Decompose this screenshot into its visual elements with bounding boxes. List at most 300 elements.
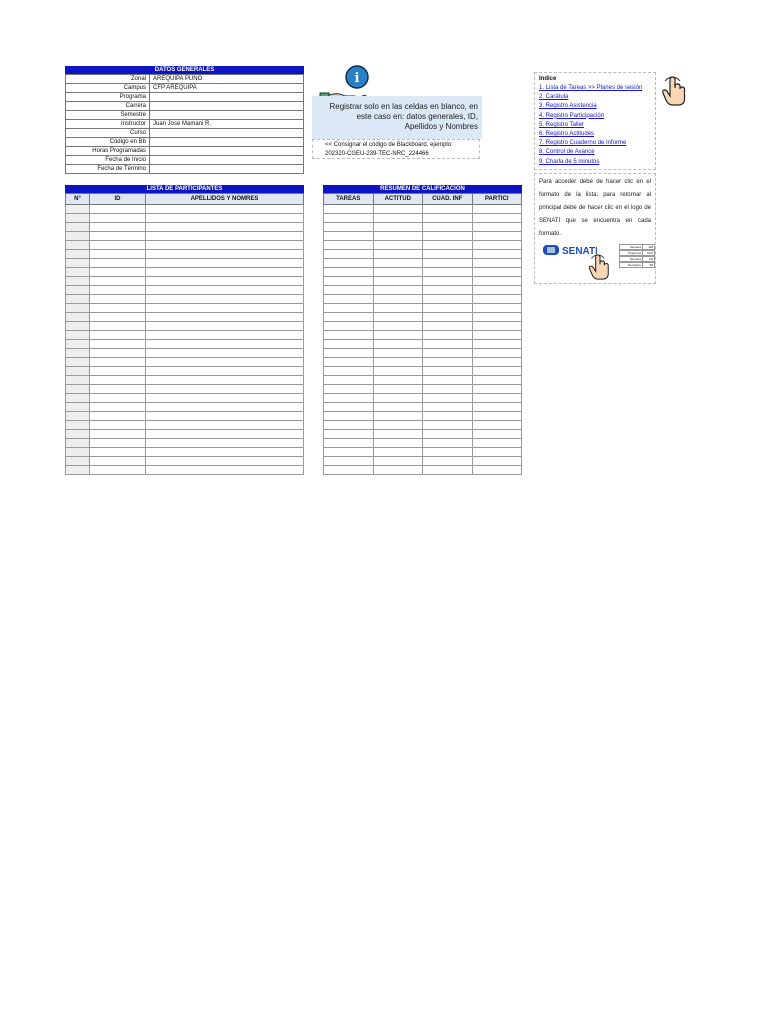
thumbnail-value: 96 — [649, 263, 653, 267]
col-header-n: N° — [66, 194, 90, 205]
participant-name-cell[interactable] — [146, 385, 304, 394]
grade-tareas-cell — [324, 250, 374, 259]
grade-cuad-inf-cell — [423, 412, 473, 421]
note-line-2: 202320-CGEU-239-TEC-NRC_224466 — [325, 151, 429, 157]
participant-row — [66, 295, 304, 304]
participant-id-cell[interactable] — [90, 466, 146, 475]
participant-name-cell[interactable] — [146, 421, 304, 430]
grade-actitud-cell — [373, 286, 423, 295]
participant-name-cell[interactable] — [146, 466, 304, 475]
grade-actitud-cell — [373, 241, 423, 250]
datos-value-cell[interactable] — [150, 138, 304, 147]
participant-id-cell[interactable] — [90, 331, 146, 340]
participant-name-cell[interactable] — [146, 313, 304, 322]
participant-n-cell — [66, 322, 90, 331]
datos-label: Horas Programadas — [66, 147, 150, 156]
grade-cuad-inf-cell — [423, 223, 473, 232]
grade-tareas-cell — [324, 304, 374, 313]
grade-partici-cell — [472, 259, 522, 268]
grade-partici-cell — [472, 250, 522, 259]
participant-id-cell[interactable] — [90, 403, 146, 412]
grade-cuad-inf-cell — [423, 430, 473, 439]
participant-name-cell[interactable] — [146, 205, 304, 214]
participant-n-cell — [66, 259, 90, 268]
participant-n-cell — [66, 268, 90, 277]
datos-row — [66, 93, 304, 102]
thumbnail-row — [619, 262, 655, 268]
participant-name-cell[interactable] — [146, 259, 304, 268]
grade-tareas-cell — [324, 403, 374, 412]
participant-row — [66, 439, 304, 448]
grade-row — [324, 448, 522, 457]
participant-name-cell[interactable] — [146, 412, 304, 421]
participant-name-cell[interactable] — [146, 340, 304, 349]
grade-row — [324, 232, 522, 241]
participant-id-cell[interactable] — [90, 223, 146, 232]
grade-actitud-cell — [373, 439, 423, 448]
grade-partici-cell — [472, 421, 522, 430]
grade-tareas-cell — [324, 376, 374, 385]
participant-row — [66, 421, 304, 430]
info-panel — [312, 64, 482, 158]
datos-value-cell[interactable] — [150, 147, 304, 156]
participant-n-cell — [66, 421, 90, 430]
thumbnail-table — [619, 244, 655, 268]
participant-row — [66, 349, 304, 358]
grade-tareas-cell — [324, 367, 374, 376]
grade-partici-cell — [472, 466, 522, 475]
participant-row — [66, 277, 304, 286]
participant-name-cell[interactable] — [146, 403, 304, 412]
grade-actitud-cell — [373, 205, 423, 214]
grade-row — [324, 250, 522, 259]
participant-id-cell[interactable] — [90, 205, 146, 214]
grade-cuad-inf-cell — [423, 340, 473, 349]
grade-cuad-inf-cell — [423, 358, 473, 367]
grade-row — [324, 340, 522, 349]
index-link[interactable]: 3. Registro Asistencia — [539, 103, 597, 110]
col-header-tareas: TAREAS — [324, 194, 374, 205]
grade-actitud-cell — [373, 349, 423, 358]
grade-actitud-cell — [373, 304, 423, 313]
grade-partici-cell — [472, 286, 522, 295]
participant-id-cell[interactable] — [90, 358, 146, 367]
participant-name-cell[interactable] — [146, 295, 304, 304]
grade-cuad-inf-cell — [423, 457, 473, 466]
grade-actitud-cell — [373, 412, 423, 421]
grade-cuad-inf-cell — [423, 304, 473, 313]
participant-name-cell[interactable] — [146, 277, 304, 286]
participant-n-cell — [66, 385, 90, 394]
index-title: Indice — [539, 76, 557, 82]
participant-row — [66, 394, 304, 403]
index-link[interactable]: 7. Registro Cuaderno de Informe — [539, 140, 627, 147]
grade-tareas-cell — [324, 340, 374, 349]
info-icon-letter: i — [354, 71, 360, 86]
grade-tareas-cell — [324, 286, 374, 295]
note-line-1: << Consignar el código de Blackboard, ejemplo: — [325, 142, 453, 148]
datos-value-cell[interactable]: AREQUIPA PUNO — [150, 75, 304, 84]
participant-id-cell[interactable] — [90, 421, 146, 430]
grade-tareas-cell — [324, 448, 374, 457]
grade-cuad-inf-cell — [423, 268, 473, 277]
datos-label: Carrera — [66, 102, 150, 111]
participant-name-cell[interactable] — [146, 322, 304, 331]
grade-actitud-cell — [373, 421, 423, 430]
participant-n-cell — [66, 277, 90, 286]
grade-cuad-inf-cell — [423, 331, 473, 340]
participant-name-cell[interactable] — [146, 268, 304, 277]
participant-id-cell[interactable] — [90, 394, 146, 403]
grade-row — [324, 358, 522, 367]
participant-id-cell[interactable] — [90, 304, 146, 313]
participant-id-cell[interactable] — [90, 322, 146, 331]
grade-tareas-cell — [324, 232, 374, 241]
participant-id-cell[interactable] — [90, 430, 146, 439]
grade-row — [324, 205, 522, 214]
grade-cuad-inf-cell — [423, 421, 473, 430]
participant-id-cell[interactable] — [90, 277, 146, 286]
participant-n-cell — [66, 358, 90, 367]
thumbnail-value: 118 — [648, 245, 653, 249]
grade-tareas-cell — [324, 457, 374, 466]
participant-row — [66, 340, 304, 349]
grade-tareas-cell — [324, 214, 374, 223]
participant-name-cell[interactable] — [146, 448, 304, 457]
datos-row — [66, 120, 304, 129]
grade-partici-cell — [472, 331, 522, 340]
datos-value-cell[interactable] — [150, 156, 304, 165]
grade-actitud-cell — [373, 448, 423, 457]
datos-row — [66, 84, 304, 93]
thumbnail-label: Programa — [620, 251, 643, 255]
datos-value-cell[interactable] — [150, 93, 304, 102]
participant-row — [66, 313, 304, 322]
datos-label: Fecha de Inicio — [66, 156, 150, 165]
participant-name-cell[interactable] — [146, 250, 304, 259]
grade-partici-cell — [472, 205, 522, 214]
datos-row — [66, 129, 304, 138]
participant-name-cell[interactable] — [146, 376, 304, 385]
datos-label: Zonal — [66, 75, 150, 84]
col-header-id: ID — [90, 194, 146, 205]
grade-tareas-cell — [324, 439, 374, 448]
datos-value-cell[interactable] — [150, 102, 304, 111]
grade-actitud-cell — [373, 268, 423, 277]
datos-generales-title: DATOS GENERALES — [65, 66, 304, 74]
participant-name-cell[interactable] — [146, 241, 304, 250]
participant-n-cell — [66, 205, 90, 214]
col-header-names: APELLIDOS Y NOMRES — [146, 194, 304, 205]
grade-partici-cell — [472, 277, 522, 286]
grade-row — [324, 394, 522, 403]
grade-cuad-inf-cell — [423, 349, 473, 358]
grades-summary-title: RESUMEN DE CALIFICACIÓN — [323, 185, 522, 193]
thumbnail-label: Semestre — [620, 263, 643, 267]
grade-row — [324, 286, 522, 295]
datos-row — [66, 75, 304, 84]
participant-id-cell[interactable] — [90, 367, 146, 376]
grade-partici-cell — [472, 448, 522, 457]
participant-row — [66, 223, 304, 232]
grade-partici-cell — [472, 232, 522, 241]
participant-id-cell[interactable] — [90, 457, 146, 466]
grade-partici-cell — [472, 457, 522, 466]
datos-label: Curso — [66, 129, 150, 138]
participant-id-cell[interactable] — [90, 214, 146, 223]
participant-name-cell[interactable] — [146, 367, 304, 376]
col-header-actitud: ACTITUD — [373, 194, 423, 205]
participant-row — [66, 457, 304, 466]
grade-partici-cell — [472, 376, 522, 385]
index-link[interactable]: 6. Registro Actitudes — [539, 131, 595, 138]
participant-name-cell[interactable] — [146, 430, 304, 439]
participants-title: LISTA DE PARTICIPANTES — [65, 185, 304, 193]
grade-tareas-cell — [324, 223, 374, 232]
index-link[interactable]: 8. Control de Avance — [539, 149, 595, 156]
grade-actitud-cell — [373, 259, 423, 268]
participant-name-cell[interactable] — [146, 358, 304, 367]
participant-row — [66, 358, 304, 367]
grade-partici-cell — [472, 385, 522, 394]
grade-cuad-inf-cell — [423, 376, 473, 385]
senati-logo-text: SENATI — [562, 246, 597, 257]
grade-cuad-inf-cell — [423, 403, 473, 412]
grade-partici-cell — [472, 430, 522, 439]
datos-label: Instructor — [66, 120, 150, 129]
participant-name-cell[interactable] — [146, 394, 304, 403]
col-header-partici: PARTICI — [472, 194, 522, 205]
grade-tareas-cell — [324, 259, 374, 268]
pointer-hand-icon — [660, 75, 690, 107]
participant-name-cell[interactable] — [146, 331, 304, 340]
grade-row — [324, 313, 522, 322]
participant-id-cell[interactable] — [90, 412, 146, 421]
participant-id-cell[interactable] — [90, 439, 146, 448]
grade-actitud-cell — [373, 313, 423, 322]
grade-partici-cell — [472, 412, 522, 421]
grade-row — [324, 277, 522, 286]
grade-cuad-inf-cell — [423, 205, 473, 214]
participant-name-cell[interactable] — [146, 349, 304, 358]
grade-row — [324, 223, 522, 232]
participant-n-cell — [66, 331, 90, 340]
grade-tareas-cell — [324, 394, 374, 403]
grade-row — [324, 430, 522, 439]
participant-n-cell — [66, 286, 90, 295]
datos-row — [66, 138, 304, 147]
participant-n-cell — [66, 412, 90, 421]
datos-value-cell[interactable]: Juan Jose Mamani R. — [150, 120, 304, 129]
participant-n-cell — [66, 250, 90, 259]
grade-partici-cell — [472, 214, 522, 223]
participant-id-cell[interactable] — [90, 385, 146, 394]
participant-row — [66, 412, 304, 421]
grade-cuad-inf-cell — [423, 367, 473, 376]
participant-n-cell — [66, 439, 90, 448]
grade-cuad-inf-cell — [423, 214, 473, 223]
grade-cuad-inf-cell — [423, 439, 473, 448]
grade-actitud-cell — [373, 340, 423, 349]
grade-cuad-inf-cell — [423, 322, 473, 331]
datos-row — [66, 147, 304, 156]
grade-tareas-cell — [324, 349, 374, 358]
grade-actitud-cell — [373, 358, 423, 367]
grade-tareas-cell — [324, 277, 374, 286]
grade-row — [324, 214, 522, 223]
grade-actitud-cell — [373, 403, 423, 412]
participant-name-cell[interactable] — [146, 457, 304, 466]
participant-id-cell[interactable] — [90, 241, 146, 250]
datos-value-cell[interactable] — [150, 111, 304, 120]
grade-actitud-cell — [373, 223, 423, 232]
grade-partici-cell — [472, 304, 522, 313]
grade-row — [324, 268, 522, 277]
grade-row — [324, 367, 522, 376]
datos-value-cell[interactable] — [150, 129, 304, 138]
grade-row — [324, 412, 522, 421]
participant-id-cell[interactable] — [90, 295, 146, 304]
thumbnail-label: Semana — [620, 245, 643, 249]
grade-row — [324, 421, 522, 430]
grade-row — [324, 322, 522, 331]
grade-partici-cell — [472, 394, 522, 403]
grade-tareas-cell — [324, 466, 374, 475]
participant-n-cell — [66, 241, 90, 250]
index-link[interactable]: 9. Charla de 5 minutos — [539, 158, 600, 165]
participant-id-cell[interactable] — [90, 268, 146, 277]
grade-row — [324, 376, 522, 385]
participant-name-cell[interactable] — [146, 232, 304, 241]
participant-n-cell — [66, 376, 90, 385]
grade-tareas-cell — [324, 268, 374, 277]
grade-partici-cell — [472, 340, 522, 349]
index-link[interactable]: 5. Registro Taller — [539, 121, 584, 128]
datos-generales-table — [65, 66, 304, 174]
datos-row — [66, 102, 304, 111]
grade-cuad-inf-cell — [423, 277, 473, 286]
grade-partici-cell — [472, 223, 522, 232]
grade-actitud-cell — [373, 322, 423, 331]
participant-id-cell[interactable] — [90, 376, 146, 385]
grade-actitud-cell — [373, 295, 423, 304]
participant-id-cell[interactable] — [90, 349, 146, 358]
participant-name-cell[interactable] — [146, 286, 304, 295]
datos-row — [66, 111, 304, 120]
datos-label: Semestre — [66, 111, 150, 120]
datos-label: Código en Bb — [66, 138, 150, 147]
participant-row — [66, 430, 304, 439]
grade-actitud-cell — [373, 367, 423, 376]
grade-partici-cell — [472, 403, 522, 412]
grade-tareas-cell — [324, 412, 374, 421]
participant-n-cell — [66, 232, 90, 241]
participant-row — [66, 268, 304, 277]
participant-n-cell — [66, 394, 90, 403]
datos-value-cell[interactable] — [150, 165, 304, 174]
participant-id-cell[interactable] — [90, 313, 146, 322]
participant-id-cell[interactable] — [90, 259, 146, 268]
participant-n-cell — [66, 313, 90, 322]
participant-n-cell — [66, 214, 90, 223]
grade-cuad-inf-cell — [423, 394, 473, 403]
thumbnail-value: 00.8 — [647, 251, 653, 255]
grade-actitud-cell — [373, 250, 423, 259]
participant-row — [66, 385, 304, 394]
grade-partici-cell — [472, 439, 522, 448]
grade-partici-cell — [472, 268, 522, 277]
participant-n-cell — [66, 430, 90, 439]
help-text: Para acceder debe de hacer clic en el formato de la lista; para retornar al principal debe de hacer clic en el logo de SENATI que se encuentra en cada formato. — [539, 179, 651, 237]
grade-cuad-inf-cell — [423, 466, 473, 475]
grade-row — [324, 295, 522, 304]
grades-summary-table — [323, 185, 522, 475]
grade-cuad-inf-cell — [423, 241, 473, 250]
participant-name-cell[interactable] — [146, 223, 304, 232]
participant-id-cell[interactable] — [90, 448, 146, 457]
grade-partici-cell — [472, 322, 522, 331]
grade-actitud-cell — [373, 376, 423, 385]
grade-tareas-cell — [324, 358, 374, 367]
grade-tareas-cell — [324, 295, 374, 304]
index-link[interactable]: 2. Carátula — [539, 94, 569, 101]
grade-actitud-cell — [373, 214, 423, 223]
participant-name-cell[interactable] — [146, 214, 304, 223]
grade-row — [324, 349, 522, 358]
grade-partici-cell — [472, 367, 522, 376]
grade-cuad-inf-cell — [423, 232, 473, 241]
grade-cuad-inf-cell — [423, 448, 473, 457]
participant-id-cell[interactable] — [90, 286, 146, 295]
participant-row — [66, 331, 304, 340]
index-link[interactable]: 4. Registro Participación — [539, 112, 605, 119]
grade-tareas-cell — [324, 313, 374, 322]
grade-cuad-inf-cell — [423, 286, 473, 295]
participant-id-cell[interactable] — [90, 232, 146, 241]
grade-row — [324, 304, 522, 313]
datos-row — [66, 156, 304, 165]
grade-tareas-cell — [324, 205, 374, 214]
grade-actitud-cell — [373, 430, 423, 439]
participant-id-cell[interactable] — [90, 250, 146, 259]
participant-row — [66, 403, 304, 412]
grade-row — [324, 466, 522, 475]
participant-n-cell — [66, 457, 90, 466]
index-link[interactable]: 1. Lista de Tareas >> Planes de sesión — [539, 85, 643, 91]
grade-actitud-cell — [373, 232, 423, 241]
grade-row — [324, 403, 522, 412]
participant-n-cell — [66, 295, 90, 304]
participants-table — [65, 185, 304, 475]
grade-tareas-cell — [324, 241, 374, 250]
grade-actitud-cell — [373, 466, 423, 475]
participant-n-cell — [66, 367, 90, 376]
grade-actitud-cell — [373, 331, 423, 340]
participant-row — [66, 448, 304, 457]
participant-row — [66, 214, 304, 223]
grade-cuad-inf-cell — [423, 259, 473, 268]
datos-value-cell[interactable]: CFP AREQUIPA — [150, 84, 304, 93]
participant-name-cell[interactable] — [146, 304, 304, 313]
participant-n-cell — [66, 466, 90, 475]
grade-partici-cell — [472, 313, 522, 322]
participant-row — [66, 376, 304, 385]
grade-partici-cell — [472, 349, 522, 358]
participant-name-cell[interactable] — [146, 439, 304, 448]
participant-n-cell — [66, 304, 90, 313]
participant-id-cell[interactable] — [90, 340, 146, 349]
participant-row — [66, 304, 304, 313]
